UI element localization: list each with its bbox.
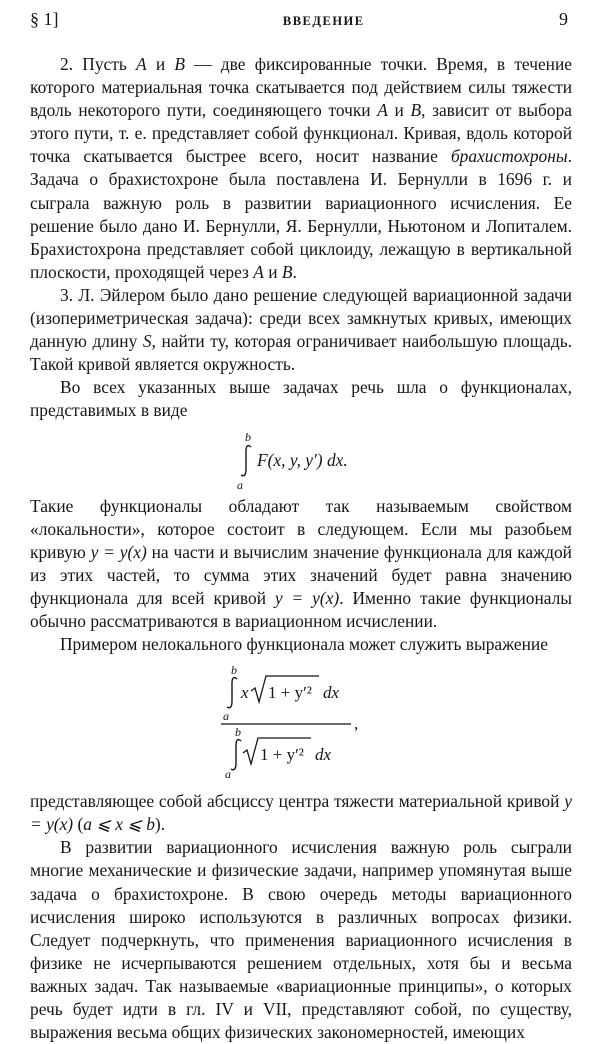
- running-header: [30, 8, 572, 34]
- den-dx: dx: [315, 745, 332, 765]
- running-title: ВВЕДЕНИЕ: [282, 14, 365, 28]
- paragraph-locality: Такие функционалы обладают так называемым свойством «локальности», которое состоит в следующем. Если мы разобьем кривую y = y(x) на части и вычислим значение функционала для каждой из этих частей, то сумма этих значений будет равна значению функционала для всей кривой y = y(x). Именно такие функционалы обычно рассматриваются в вариационном исчислении.: [30, 495, 572, 631]
- den-sqrt-body: 1 + y′²: [260, 745, 304, 765]
- num-upper-limit: b: [231, 663, 237, 678]
- formula-comma: ,: [354, 714, 359, 734]
- num-x: x: [241, 683, 249, 703]
- num-integral-sign: [227, 678, 237, 708]
- section-marker: § 1]: [30, 9, 59, 29]
- lower-limit: a: [237, 477, 243, 491]
- term-brachistochrone: брахистохроны: [450, 146, 568, 167]
- integrand-text: F(x, y, y′) dx.: [257, 449, 348, 470]
- formula-integral-functional: [30, 429, 572, 491]
- integral-sign: [241, 445, 251, 475]
- paragraph-physics-role: В развитии вариационного исчисления важную роль сыграли многие механические и физические задачи, например упомянутая выше задача о брахистохроне. В свою очередь методы вариационного исчисления широко используются в различных вопросах физики. Следует подчеркнуть, что применения вариационного исчисления в физике не исчерпываются решением отдельных, хотя бы и весьма важных задач. Так называемые «вариационные принципы», о которых речь будет идти в гл. IV и VII, представляют собой, по существу, выражения весьма общих физических закономерностей, имеющих: [30, 837, 572, 1043]
- paragraph-nonlocal-example: Примером нелокального функционала может служить выражение: [60, 634, 548, 655]
- paragraph-abscissa: представляющее собой абсциссу центра тяжести материальной кривой y = y(x) (a ⩽ x ⩽ b).: [30, 791, 572, 835]
- integral-formula-svg: [211, 429, 391, 491]
- paragraph-functionals-intro: Во всех указанных выше задачах речь шла о функционалах, представимых в виде: [30, 377, 572, 421]
- fraction-formula-svg: [211, 662, 391, 780]
- num-dx: dx: [323, 683, 340, 703]
- paragraph-isoperimetric: 3. Л. Эйлером было дано решение следующей вариационной задачи (изопериметрическая задача): среди всех замкнутых кривых, имеющих данную длину S, найти ту, которая ограничивает наибольшую площадь. Такой кривой является окружность.: [30, 284, 572, 375]
- den-lower-limit: a: [225, 767, 231, 781]
- den-integral-sign: [231, 740, 241, 770]
- den-upper-limit: b: [235, 725, 241, 740]
- num-lower-limit: a: [223, 709, 229, 724]
- upper-limit: b: [245, 429, 251, 444]
- page-number: 9: [558, 9, 568, 29]
- paragraph-brachistochrone: 2. Пусть A и B — две фиксированные точки. Время, в течение которого материальная точка скатывается под действием силы тяжести вдоль некоторого пути, соединяющего точки A и B, зависит от выбора этого пути, т. е. представляет собой функционал. Кривая, вдоль которой точка скатывается быстрее всего, носит название брахистохроны. Задача о брахистохроне была поставлена И. Бернулли в 1696 г. и сыграла важную роль в развитии вариационного исчисления. Ее решение было дано И. Бернулли, Я. Бернулли, Ньютоном и Лопиталем. Брахистохрона представляет собой циклоиду, лежащую в вертикальной плоскости, проходящей через A и B.: [30, 54, 573, 282]
- num-sqrt-body: 1 + y′²: [268, 683, 312, 703]
- formula-center-of-gravity: [30, 662, 572, 780]
